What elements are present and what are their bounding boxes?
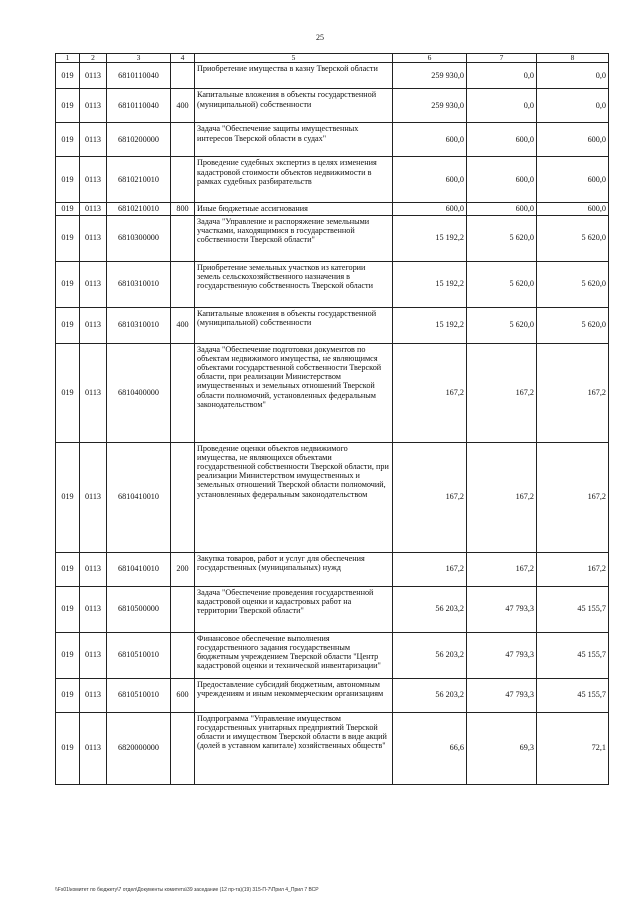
row-name: Задача "Обеспечение защиты имущественных интересов Тверской области в судах": [195, 123, 393, 157]
row-target-article: 6820000000: [107, 712, 171, 784]
row-target-article: 6810500000: [107, 586, 171, 632]
row-value-year2: 167,2: [467, 343, 537, 442]
row-name: Задача "Обеспечение подготовки документов по объектам недвижимого имущества, не являющимся объектами государственной собственности Тверской области, при реализации Министерством имущественных и земельных отношений Тверской области полномочий, установленных федеральным законодательством": [195, 343, 393, 442]
row-value-year2: 69,3: [467, 712, 537, 784]
row-target-article: 6810200000: [107, 123, 171, 157]
row-value-year1: 56 203,2: [393, 678, 467, 712]
row-value-year1: 600,0: [393, 157, 467, 203]
column-header: 5: [195, 54, 393, 63]
table-row: [56, 442, 609, 552]
column-header: 7: [467, 54, 537, 63]
row-name: Проведение судебных экспертиз в целях изменения кадастровой стоимости объектов недвижимости в рамках судебных разбирательств: [195, 157, 393, 203]
table-row: [56, 552, 609, 586]
row-section-code: 0113: [80, 157, 107, 203]
column-header: 1: [56, 54, 80, 63]
row-section-code: 0113: [80, 89, 107, 123]
row-value-year3: 600,0: [537, 157, 609, 203]
table-row: [56, 63, 609, 89]
column-header: 6: [393, 54, 467, 63]
row-value-year2: 0,0: [467, 89, 537, 123]
row-value-year2: 47 793,3: [467, 678, 537, 712]
row-value-year2: 47 793,3: [467, 586, 537, 632]
row-section-code: 0113: [80, 261, 107, 307]
row-value-year3: 600,0: [537, 123, 609, 157]
row-expense-type: 600: [171, 678, 195, 712]
table-row: [56, 215, 609, 261]
row-value-year3: 0,0: [537, 89, 609, 123]
row-section-code: 0113: [80, 307, 107, 343]
row-value-year1: 15 192,2: [393, 261, 467, 307]
row-admin-code: 019: [56, 307, 80, 343]
row-expense-type: [171, 343, 195, 442]
row-value-year1: 167,2: [393, 343, 467, 442]
row-target-article: 6810300000: [107, 215, 171, 261]
row-section-code: 0113: [80, 203, 107, 215]
row-expense-type: [171, 712, 195, 784]
table-row: [56, 712, 609, 784]
row-value-year3: 5 620,0: [537, 307, 609, 343]
table-row: [56, 123, 609, 157]
row-expense-type: [171, 586, 195, 632]
column-header: 8: [537, 54, 609, 63]
row-target-article: 6810310010: [107, 261, 171, 307]
row-name: Капитальные вложения в объекты государственной (муниципальной) собственности: [195, 307, 393, 343]
row-value-year3: 5 620,0: [537, 261, 609, 307]
row-value-year1: 600,0: [393, 203, 467, 215]
budget-table: [55, 53, 609, 785]
row-admin-code: 019: [56, 203, 80, 215]
row-admin-code: 019: [56, 442, 80, 552]
row-value-year3: 45 155,7: [537, 678, 609, 712]
row-target-article: 6810110040: [107, 89, 171, 123]
row-name: Финансовое обеспечение выполнения государственного задания государственным бюджетным учреждением Тверской области "Центр кадастровой оценки и технической инвентаризации": [195, 632, 393, 678]
row-value-year2: 600,0: [467, 157, 537, 203]
row-name: Приобретение земельных участков из категории земель сельскохозяйственного назначения в государственную собственность Тверской области: [195, 261, 393, 307]
row-target-article: 6810110040: [107, 63, 171, 89]
row-value-year1: 167,2: [393, 552, 467, 586]
row-value-year1: 167,2: [393, 442, 467, 552]
row-value-year1: 600,0: [393, 123, 467, 157]
row-value-year2: 5 620,0: [467, 261, 537, 307]
footer-file-path: \\Fs01\комитет по бюджету\7 отдел\Документы комитета\39 заседание (12 пр-та)(19) 315-П-7\Прил 4_Прил 7 ВСР: [55, 887, 319, 893]
column-header: 3: [107, 54, 171, 63]
column-header: 4: [171, 54, 195, 63]
row-admin-code: 019: [56, 343, 80, 442]
row-section-code: 0113: [80, 215, 107, 261]
row-name: Иные бюджетные ассигнования: [195, 203, 393, 215]
row-value-year3: 72,1: [537, 712, 609, 784]
row-value-year2: 5 620,0: [467, 215, 537, 261]
row-value-year1: 56 203,2: [393, 586, 467, 632]
table-row: [56, 261, 609, 307]
row-target-article: 6810310010: [107, 307, 171, 343]
row-admin-code: 019: [56, 123, 80, 157]
row-expense-type: [171, 261, 195, 307]
row-admin-code: 019: [56, 63, 80, 89]
row-value-year3: 0,0: [537, 63, 609, 89]
row-value-year1: 66,6: [393, 712, 467, 784]
row-name: Приобретение имущества в казну Тверской области: [195, 63, 393, 89]
header-row: [56, 54, 609, 63]
row-section-code: 0113: [80, 123, 107, 157]
row-section-code: 0113: [80, 442, 107, 552]
row-admin-code: 019: [56, 632, 80, 678]
row-admin-code: 019: [56, 586, 80, 632]
row-target-article: 6810510010: [107, 632, 171, 678]
row-section-code: 0113: [80, 632, 107, 678]
row-value-year2: 5 620,0: [467, 307, 537, 343]
row-name: Проведение оценки объектов недвижимого имущества, не являющихся объектами государственной собственности Тверской области, при реализации Министерством имущественных и земельных отношений Тверской области полномочий, установленных федеральным законодательством: [195, 442, 393, 552]
row-admin-code: 019: [56, 678, 80, 712]
table-row: [56, 307, 609, 343]
row-admin-code: 019: [56, 89, 80, 123]
row-value-year2: 600,0: [467, 123, 537, 157]
row-value-year3: 600,0: [537, 203, 609, 215]
row-value-year1: 56 203,2: [393, 632, 467, 678]
row-name: Предоставление субсидий бюджетным, автономным учреждениям и иным некоммерческим организациям: [195, 678, 393, 712]
column-header: 2: [80, 54, 107, 63]
row-section-code: 0113: [80, 586, 107, 632]
row-section-code: 0113: [80, 712, 107, 784]
table-row: [56, 89, 609, 123]
page-number: 25: [316, 33, 324, 42]
row-expense-type: 400: [171, 307, 195, 343]
row-value-year2: 600,0: [467, 203, 537, 215]
row-section-code: 0113: [80, 678, 107, 712]
row-value-year1: 15 192,2: [393, 215, 467, 261]
row-section-code: 0113: [80, 552, 107, 586]
row-value-year3: 5 620,0: [537, 215, 609, 261]
row-admin-code: 019: [56, 157, 80, 203]
row-value-year1: 15 192,2: [393, 307, 467, 343]
row-admin-code: 019: [56, 712, 80, 784]
row-value-year3: 167,2: [537, 343, 609, 442]
row-value-year2: 167,2: [467, 442, 537, 552]
row-value-year3: 167,2: [537, 442, 609, 552]
row-name: Задача "Управление и распоряжение земельными участками, находящимися в государственной собственности Тверской области": [195, 215, 393, 261]
row-admin-code: 019: [56, 261, 80, 307]
row-expense-type: [171, 157, 195, 203]
row-target-article: 6810410010: [107, 552, 171, 586]
row-expense-type: 800: [171, 203, 195, 215]
row-value-year3: 45 155,7: [537, 586, 609, 632]
row-target-article: 6810510010: [107, 678, 171, 712]
row-admin-code: 019: [56, 215, 80, 261]
row-expense-type: [171, 63, 195, 89]
row-value-year1: 259 930,0: [393, 63, 467, 89]
row-value-year2: 0,0: [467, 63, 537, 89]
row-name: Закупка товаров, работ и услуг для обеспечения государственных (муниципальных) нужд: [195, 552, 393, 586]
row-expense-type: 200: [171, 552, 195, 586]
row-name: Задача "Обеспечение проведения государственной кадастровой оценки и кадастровых работ на территории Тверской области": [195, 586, 393, 632]
row-value-year2: 167,2: [467, 552, 537, 586]
row-expense-type: [171, 123, 195, 157]
table-row: [56, 586, 609, 632]
row-expense-type: [171, 632, 195, 678]
row-expense-type: 400: [171, 89, 195, 123]
row-target-article: 6810210010: [107, 203, 171, 215]
row-value-year1: 259 930,0: [393, 89, 467, 123]
row-name: Капитальные вложения в объекты государственной (муниципальной) собственности: [195, 89, 393, 123]
row-target-article: 6810400000: [107, 343, 171, 442]
row-target-article: 6810210010: [107, 157, 171, 203]
row-target-article: 6810410010: [107, 442, 171, 552]
row-value-year3: 45 155,7: [537, 632, 609, 678]
table-row: [56, 632, 609, 678]
table-row: [56, 343, 609, 442]
row-value-year3: 167,2: [537, 552, 609, 586]
row-admin-code: 019: [56, 552, 80, 586]
table-row: [56, 678, 609, 712]
row-expense-type: [171, 215, 195, 261]
row-section-code: 0113: [80, 343, 107, 442]
row-name: Подпрограмма "Управление имуществом государственных унитарных предприятий Тверской области и имуществом Тверской области в виде акций (долей в уставном капитале) хозяйственных обществ": [195, 712, 393, 784]
row-value-year2: 47 793,3: [467, 632, 537, 678]
row-expense-type: [171, 442, 195, 552]
table-row: [56, 203, 609, 215]
row-section-code: 0113: [80, 63, 107, 89]
table-row: [56, 157, 609, 203]
